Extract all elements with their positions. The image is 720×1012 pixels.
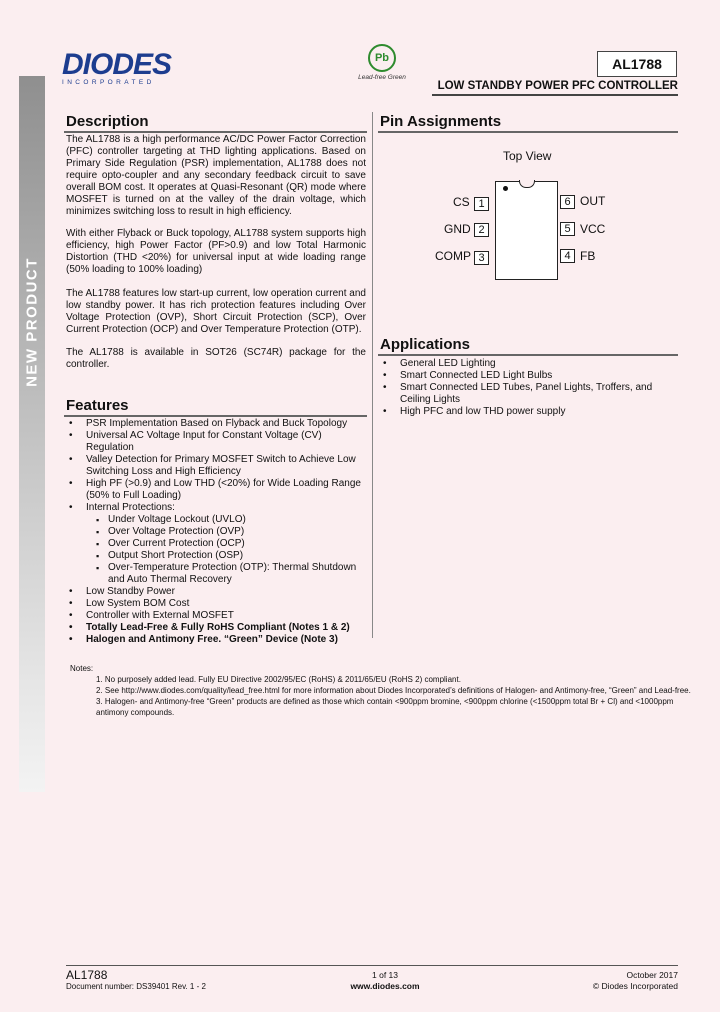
sublist-item: ▪ Over Voltage Protection (OVP): [86, 526, 364, 538]
note-item: 2. See http://www.diodes.com/quality/lead_free.html for more information about Diodes Incorporated’s definitions of Halogen- and Antimony-free, “Green” and Lead-free.: [96, 686, 691, 695]
lead-free-caption: Lead-free Green: [358, 74, 406, 81]
list-item: • Valley Detection for Primary MOSFET Switch to Achieve Low Switching Loss and High Efficiency: [64, 454, 364, 478]
features-rule: [64, 415, 367, 417]
footer-date: October 2017: [626, 970, 678, 980]
features-title: Features: [66, 397, 129, 414]
notes-list: [70, 674, 696, 718]
ic-package: [495, 181, 558, 280]
internal-protections-label: Internal Protections:: [86, 502, 175, 513]
description-para-4: The AL1788 is available in SOT26 (SC74R) package for the controller.: [66, 347, 366, 370]
description-rule: [64, 131, 367, 133]
footer-right: [560, 970, 678, 992]
sublist-item: ▪ Output Short Protection (OSP): [86, 550, 364, 562]
pin-num-2: 2: [474, 223, 489, 237]
pin-name-gnd: GND: [444, 222, 471, 236]
list-item: • Universal AC Voltage Input for Constant Voltage (CV) Regulation: [64, 430, 364, 454]
pin-name-fb: FB: [580, 249, 596, 263]
note-item: 3. Halogen- and Antimony-free “Green” products are defined as those which contain <900ppm bromine, <900ppm chlorine (<1500ppm total Br + Cl) and <1000ppm antimony compounds.: [96, 697, 674, 717]
list-item: [64, 502, 364, 586]
diodes-logo: [62, 50, 171, 86]
document-subtitle: LOW STANDBY POWER PFC CONTROLLER: [432, 79, 678, 96]
applications-title: Applications: [380, 336, 471, 353]
list-item: • General LED Lighting: [378, 358, 678, 370]
note-item: 1. No purposely added lead. Fully EU Directive 2002/95/EC (RoHS) & 2011/65/EU (RoHS 2) compliant.: [96, 675, 461, 684]
footer-copyright: © Diodes Incorporated: [592, 981, 678, 991]
notes-heading: Notes:: [70, 664, 94, 673]
page-number: 1 of 13: [372, 970, 398, 980]
description-title: Description: [66, 113, 149, 130]
pin-num-1: 1: [474, 197, 489, 211]
top-view-label: Top View: [503, 149, 552, 163]
side-stripe: [19, 76, 45, 792]
pb-icon: Pb: [368, 44, 396, 72]
features-list: [64, 418, 364, 646]
list-item: • Totally Lead-Free & Fully RoHS Compliant (Notes 1 & 2): [64, 622, 364, 634]
pin-name-cs: CS: [453, 195, 470, 209]
new-product-label: NEW PRODUCT: [23, 257, 41, 387]
footer-part-number: AL1788: [66, 968, 108, 982]
footer-rule: [66, 965, 678, 966]
list-item: • High PFC and low THD power supply: [378, 406, 678, 418]
pin-num-6: 6: [560, 195, 575, 209]
footer-left: [66, 968, 206, 992]
pin-name-comp: COMP: [435, 249, 471, 263]
description-para-3: The AL1788 features low start-up current, low operation current and low standby power. It has rich protection features including Over Voltage Protection (OVP), Short Circuit Protection (SCP), Over Current Protection (OCP) and Over Temperature Protection (OTP).: [66, 288, 366, 335]
part-number: AL1788: [597, 51, 677, 77]
lead-free-badge: [340, 44, 424, 81]
list-item: • Controller with External MOSFET: [64, 610, 364, 622]
pin-name-out: OUT: [580, 194, 606, 208]
logo-text: DIODES: [62, 48, 172, 81]
protections-sublist: [86, 514, 364, 586]
pin-name-vcc: VCC: [580, 222, 606, 236]
applications-rule: [378, 354, 678, 356]
pin-num-3: 3: [474, 251, 489, 265]
list-item: • PSR Implementation Based on Flyback and Buck Topology: [64, 418, 364, 430]
list-item: • Halogen and Antimony Free. “Green” Device (Note 3): [64, 634, 364, 646]
pin-num-5: 5: [560, 222, 575, 236]
list-item: • Low System BOM Cost: [64, 598, 364, 610]
pin-assignments-title: Pin Assignments: [380, 113, 502, 130]
sublist-item: ▪ Over Current Protection (OCP): [86, 538, 364, 550]
list-item: • Smart Connected LED Tubes, Panel Lights, Troffers, and Ceiling Lights: [378, 382, 678, 406]
list-item: • Smart Connected LED Light Bulbs: [378, 370, 678, 382]
description-para-2: With either Flyback or Buck topology, AL1788 system supports high efficiency, high Power Factor (PF>0.9) and low Total Harmonic Distortion (THD <20%) for universal input at wide loading range (50% loading to 100% loading): [66, 228, 366, 275]
footer-document-number: Document number: DS39401 Rev. 1 - 2: [66, 982, 206, 991]
pin-num-4: 4: [560, 249, 575, 263]
logo-subtext: INCORPORATED: [62, 79, 155, 86]
list-item: • Low Standby Power: [64, 586, 364, 598]
applications-list: [378, 358, 678, 418]
footer-url[interactable]: www.diodes.com: [350, 981, 420, 991]
sublist-item: ▪ Over-Temperature Protection (OTP): Thermal Shutdown and Auto Thermal Recovery: [86, 562, 364, 586]
footer-center: [320, 970, 450, 992]
sublist-item: ▪ Under Voltage Lockout (UVLO): [86, 514, 364, 526]
description-para-1: The AL1788 is a high performance AC/DC Power Factor Correction (PFC) controller targeting at THD lighting applications. Based on Primary Side Regulation (PSR) implementation, AL1788 does not require opto-coupler and any secondary feedback circuit to save overall BOM cost. It operates at Quasi-Resonant (QR) mode where MOSFET is turned on at the valley of the drain voltage, which minimizes switching loss to result in high efficiency.: [66, 134, 366, 217]
list-item: • High PF (>0.9) and Low THD (<20%) for Wide Loading Range (50% to Full Loading): [64, 478, 364, 502]
pins-rule: [378, 131, 678, 133]
column-divider: [372, 112, 373, 638]
pin1-dot: [503, 186, 508, 191]
